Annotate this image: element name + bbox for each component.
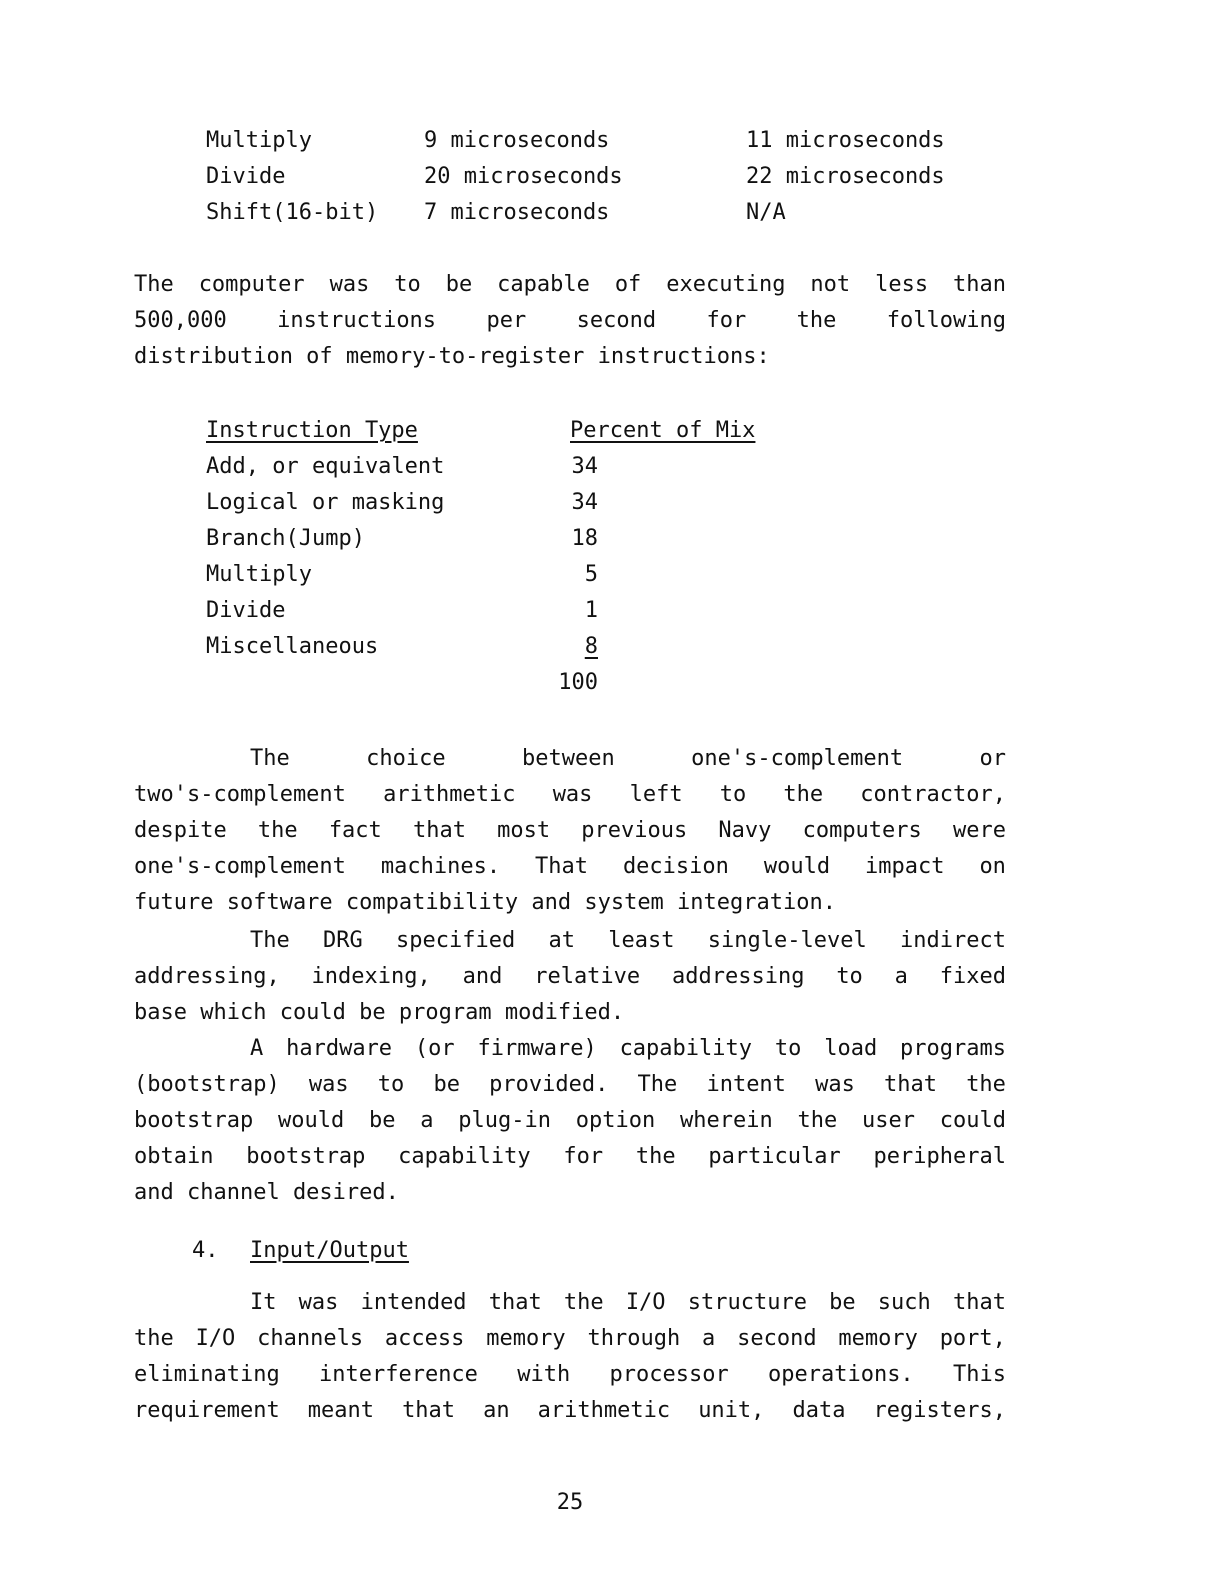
word: for	[706, 308, 747, 333]
timing-row	[0, 164, 1224, 200]
word: the	[783, 782, 824, 807]
word: memory	[838, 1326, 918, 1351]
word: eliminating	[134, 1362, 280, 1387]
word: structure	[687, 1290, 807, 1315]
instruction-type: Miscellaneous	[206, 634, 379, 659]
text-line: base which could be program modified.	[134, 1000, 625, 1025]
word: decision	[622, 854, 729, 879]
text-line	[250, 928, 1006, 953]
word: firmware)	[477, 1036, 597, 1061]
table-row	[0, 526, 1224, 562]
timing-value-2: 11 microseconds	[746, 128, 945, 153]
word: data	[792, 1398, 846, 1423]
word: least	[608, 928, 675, 953]
word: programs	[900, 1036, 1006, 1061]
word: access	[384, 1326, 465, 1351]
word: machines.	[380, 854, 501, 879]
word: the	[257, 818, 298, 843]
word: be	[445, 272, 473, 297]
word: capability	[398, 1144, 531, 1169]
word: the	[563, 1290, 604, 1315]
word: of	[614, 272, 642, 297]
timing-value-2: N/A	[746, 200, 786, 225]
word: not	[810, 272, 851, 297]
word: the	[966, 1072, 1006, 1097]
word: second	[576, 308, 657, 333]
text-line	[134, 308, 1006, 333]
word: executing	[666, 272, 786, 297]
word: The	[250, 746, 290, 771]
column-header-percent-of-mix: Percent of Mix	[570, 418, 756, 443]
word: option	[575, 1108, 656, 1133]
word: that	[488, 1290, 542, 1315]
mix-table-header	[0, 418, 1224, 454]
word: unit,	[698, 1398, 765, 1423]
word: despite	[134, 818, 227, 843]
table-row	[0, 562, 1224, 598]
percent-total: 100	[558, 670, 598, 695]
word: This	[952, 1362, 1006, 1387]
word: 500,000	[134, 308, 227, 333]
timing-operation: Divide	[206, 164, 286, 189]
text-line	[134, 1398, 1006, 1423]
percent-value: 34	[571, 490, 598, 515]
word: instructions	[277, 308, 437, 333]
word: capability	[619, 1036, 753, 1061]
timing-row	[0, 128, 1224, 164]
text-line: and channel desired.	[134, 1180, 399, 1205]
word: be	[829, 1290, 856, 1315]
word: to	[394, 272, 421, 297]
word: fact	[328, 818, 382, 843]
word: two's-complement	[134, 782, 346, 807]
text-line	[134, 854, 1006, 879]
word: addressing	[672, 964, 805, 989]
word: channels	[257, 1326, 364, 1351]
timing-row	[0, 200, 1224, 236]
word: less	[875, 272, 929, 297]
word: a	[894, 964, 908, 989]
percent-value: 5	[584, 562, 598, 587]
word: would	[277, 1108, 345, 1133]
word: would	[763, 854, 831, 879]
word: particular	[708, 1144, 841, 1169]
word: to	[719, 782, 747, 807]
word: registers,	[873, 1398, 1006, 1423]
word: and	[462, 964, 503, 989]
word: load	[824, 1036, 878, 1061]
word: between	[522, 746, 615, 771]
word: hardware	[286, 1036, 393, 1061]
word: bootstrap	[134, 1108, 254, 1133]
word: obtain	[134, 1144, 214, 1169]
word: an	[483, 1398, 510, 1423]
word: contractor,	[860, 782, 1006, 807]
word: that	[402, 1398, 456, 1423]
word: arithmetic	[383, 782, 516, 807]
word: was	[552, 782, 593, 807]
word: most	[497, 818, 551, 843]
word: The	[250, 928, 290, 953]
column-header-instruction-type: Instruction Type	[206, 418, 418, 443]
word: be	[368, 1108, 396, 1133]
table-row	[0, 598, 1224, 634]
word: computer	[198, 272, 305, 297]
section-number: 4.	[192, 1238, 219, 1263]
word: to	[774, 1036, 802, 1061]
word: impact	[865, 854, 945, 879]
word: per	[486, 308, 527, 333]
word: were	[952, 818, 1006, 843]
word: indexing,	[311, 964, 431, 989]
word: port,	[939, 1326, 1006, 1351]
table-row	[0, 634, 1224, 670]
word: capable	[497, 272, 590, 297]
word: previous	[581, 818, 688, 843]
word: requirement	[134, 1398, 280, 1423]
word: specified	[396, 928, 516, 953]
word: DRG	[323, 928, 363, 953]
word: that	[412, 818, 466, 843]
instruction-type: Divide	[206, 598, 286, 623]
text-line	[250, 1290, 1006, 1315]
word: (bootstrap)	[134, 1072, 280, 1097]
word: The	[134, 272, 174, 297]
table-total-row	[0, 670, 1224, 706]
word: relative	[534, 964, 641, 989]
section-title: Input/Output	[250, 1238, 409, 1263]
word: could	[939, 1108, 1006, 1133]
word: wherein	[680, 1108, 773, 1133]
timing-value-1: 20 microseconds	[424, 164, 623, 189]
percent-value: 1	[584, 598, 598, 623]
word: bootstrap	[246, 1144, 366, 1169]
word: a	[420, 1108, 434, 1133]
text-line	[134, 1362, 1006, 1387]
word: second	[737, 1326, 817, 1351]
instruction-type: Logical or masking	[206, 490, 445, 515]
percent-value: 18	[571, 526, 598, 551]
word: the	[797, 1108, 838, 1133]
word: (or	[414, 1036, 455, 1061]
page-number: 25	[556, 1490, 584, 1515]
word: indirect	[900, 928, 1006, 953]
table-row	[0, 454, 1224, 490]
text-line	[134, 272, 1006, 297]
word: was	[329, 272, 370, 297]
text-line	[134, 782, 1006, 807]
word: a	[702, 1326, 716, 1351]
word: peripheral	[873, 1144, 1006, 1169]
word: The	[637, 1072, 678, 1097]
word: was	[298, 1290, 339, 1315]
percent-value: 8	[584, 634, 598, 659]
word: than	[953, 272, 1006, 297]
instruction-type: Add, or equivalent	[206, 454, 445, 479]
word: to	[836, 964, 863, 989]
text-line	[250, 1036, 1006, 1061]
word: for	[563, 1144, 604, 1169]
word: with	[517, 1362, 571, 1387]
word: I/O	[625, 1290, 666, 1315]
text-line	[134, 964, 1006, 989]
word: to	[377, 1072, 405, 1097]
word: one's-complement	[134, 854, 346, 879]
word: be	[433, 1072, 460, 1097]
word: was	[308, 1072, 349, 1097]
word: That	[535, 854, 588, 879]
word: the	[134, 1326, 174, 1351]
timing-value-1: 9 microseconds	[424, 128, 610, 153]
word: arithmetic	[537, 1398, 671, 1423]
text-line	[134, 1144, 1006, 1169]
word: Navy	[718, 818, 772, 843]
text-line	[134, 1072, 1006, 1097]
word: was	[815, 1072, 855, 1097]
word: that	[952, 1290, 1006, 1315]
text-line: future software compatibility and system integration.	[134, 890, 836, 915]
text-line	[134, 818, 1006, 843]
word: processor	[609, 1362, 729, 1387]
word: on	[979, 854, 1006, 879]
word: interference	[318, 1362, 478, 1387]
text-line	[134, 1108, 1006, 1133]
word: fixed	[939, 964, 1006, 989]
table-row	[0, 490, 1224, 526]
word: computers	[802, 818, 922, 843]
word: provided.	[489, 1072, 609, 1097]
word: through	[587, 1326, 681, 1351]
word: at	[548, 928, 576, 953]
word: memory	[486, 1326, 566, 1351]
timing-value-2: 22 microseconds	[746, 164, 945, 189]
word: operations.	[767, 1362, 914, 1387]
word: that	[884, 1072, 938, 1097]
timing-value-1: 7 microseconds	[424, 200, 610, 225]
percent-value: 34	[571, 454, 598, 479]
word: such	[877, 1290, 931, 1315]
instruction-type: Branch(Jump)	[206, 526, 365, 551]
word: intended	[360, 1290, 467, 1315]
word: It	[250, 1290, 277, 1315]
text-line: distribution of memory-to-register instructions:	[134, 344, 770, 369]
word: or	[979, 746, 1006, 771]
word: the	[796, 308, 837, 333]
word: choice	[366, 746, 446, 771]
word: meant	[307, 1398, 374, 1423]
word: addressing,	[134, 964, 280, 989]
word: one's-complement	[691, 746, 904, 771]
text-line	[134, 1326, 1006, 1351]
word: single-level	[707, 928, 867, 953]
timing-operation: Multiply	[206, 128, 312, 153]
word: intent	[706, 1072, 786, 1097]
word: plug-in	[458, 1108, 551, 1133]
word: left	[629, 782, 683, 807]
word: following	[886, 308, 1006, 333]
word: I/O	[195, 1326, 236, 1351]
instruction-type: Multiply	[206, 562, 312, 587]
word: the	[635, 1144, 676, 1169]
word: user	[862, 1108, 915, 1133]
word: A	[250, 1036, 264, 1061]
text-line	[250, 746, 1006, 771]
timing-operation: Shift(16-bit)	[206, 200, 379, 225]
